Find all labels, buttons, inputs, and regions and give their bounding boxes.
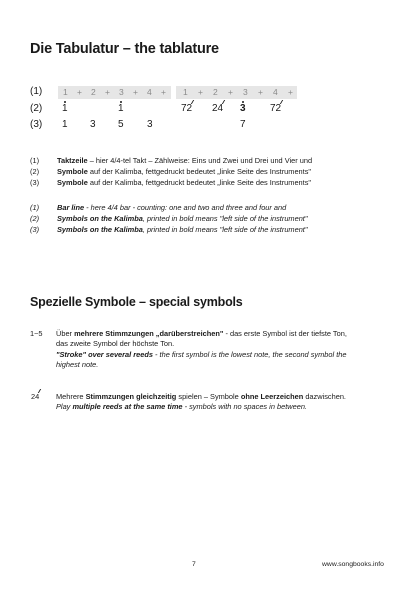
special-marker-chord: 24 bbox=[31, 392, 40, 401]
count-mark: + bbox=[228, 87, 233, 97]
count-mark: 1 bbox=[183, 87, 188, 97]
count-mark: 2 bbox=[91, 87, 96, 97]
tab-number: 3 bbox=[147, 119, 153, 130]
count-mark: 4 bbox=[273, 87, 278, 97]
section-title: Spezielle Symbole – special symbols bbox=[30, 295, 243, 309]
count-mark: + bbox=[258, 87, 263, 97]
english-text: "Stroke" over several reeds - the first symbol is the lowest note, the second symbol the bbox=[56, 349, 347, 359]
legend-english: (1) Bar line - here 4/4 bar - counting: one and two and three and four and (2) Symbols on the Kalimba, printed in bold means "left side of the instrument" (3) Symbols on the Kalimba, printed in bold means "left side of the instrument" bbox=[30, 203, 308, 234]
count-mark: + bbox=[77, 87, 82, 97]
website-link[interactable]: www.songbooks.info bbox=[322, 561, 384, 568]
count-mark: + bbox=[161, 87, 166, 97]
english-text: Play multiple reeds at the same time - symbols with no spaces in between. bbox=[56, 402, 307, 412]
count-mark: 4 bbox=[147, 87, 152, 97]
tab-symbol: 1 bbox=[118, 103, 124, 114]
count-mark: + bbox=[288, 87, 293, 97]
special-marker-stroke: 1~5 bbox=[30, 329, 43, 338]
tab-number: 7 bbox=[240, 119, 246, 130]
tab-symbol: 72 bbox=[181, 103, 193, 114]
tab-symbol: 72 bbox=[270, 103, 282, 114]
legend-german: (1) Taktzeile – hier 4/4-tel Takt – Zählweise: Eins und Zwei und Drei und Vier und (2) Symbole auf der Kalimba, fettgedruckt bedeutet „linke Seite des Instruments" (3) Symbole auf der Kalimba, fettgedruckt bedeutet „linke Seite des Instruments" bbox=[30, 156, 313, 187]
tab-number: 5 bbox=[118, 119, 124, 130]
special-description-stroke bbox=[56, 329, 396, 370]
german-text: Über mehrere Stimmzungen „darüberstreichen" - das erste Symbol ist der tiefste Ton, bbox=[56, 329, 347, 338]
german-text: das zweite Symbol der höchste Ton. bbox=[56, 339, 175, 349]
bar-line-1 bbox=[58, 86, 171, 99]
count-mark: 3 bbox=[243, 87, 248, 97]
count-mark: 3 bbox=[119, 87, 124, 97]
count-mark: + bbox=[198, 87, 203, 97]
row-label-3: (3) bbox=[30, 119, 43, 130]
german-text: Mehrere Stimmzungen gleichzeitig spielen – Symbole ohne Leerzeichen dazwischen. bbox=[56, 392, 346, 401]
tab-number: 1 bbox=[62, 119, 68, 130]
count-mark: + bbox=[133, 87, 138, 97]
count-mark: 2 bbox=[213, 87, 218, 97]
page-title: Die Tabulatur – the tablature bbox=[30, 41, 219, 57]
count-mark: 1 bbox=[63, 87, 68, 97]
bar-line-2 bbox=[176, 86, 297, 99]
special-description-chord bbox=[56, 392, 396, 413]
tab-symbol: 3 bbox=[240, 103, 246, 114]
tab-symbol: 24 bbox=[212, 103, 224, 114]
row-label-1: (1) bbox=[30, 86, 43, 97]
row-label-2: (2) bbox=[30, 103, 43, 114]
page-number: 7 bbox=[192, 561, 196, 568]
count-mark: + bbox=[105, 87, 110, 97]
tab-symbol: 1 bbox=[62, 103, 68, 114]
tab-number: 3 bbox=[90, 119, 96, 130]
english-text: highest note. bbox=[56, 359, 99, 369]
